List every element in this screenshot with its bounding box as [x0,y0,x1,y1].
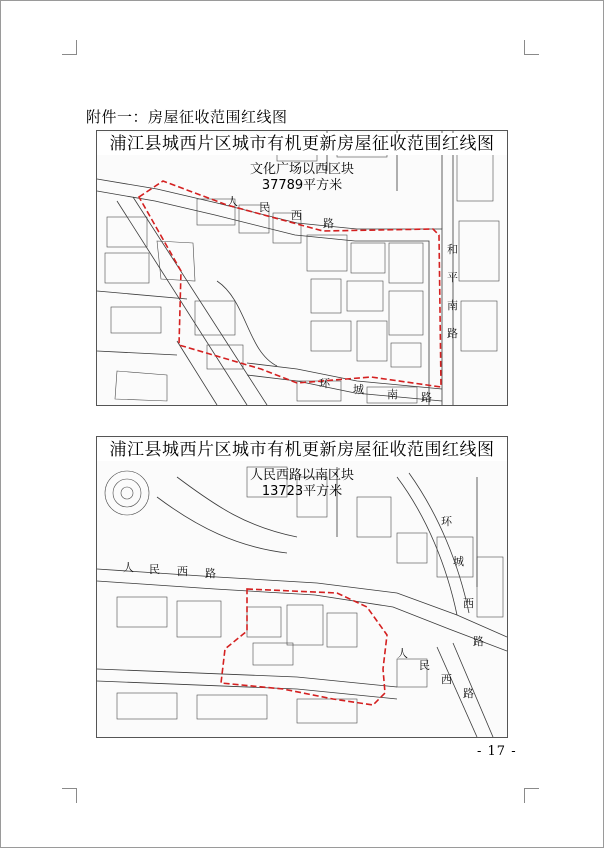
map-1-road-char: 西 [291,209,302,222]
map-1-block-name: 文化广场以西区块 [249,162,354,177]
map-2-road-char: 环 [441,515,452,528]
map-2-road-char: 路 [205,567,216,580]
map-1-road-char: 路 [447,327,458,340]
page-number: - 17 - [477,744,517,759]
crop-mark-bottom-left [62,788,77,803]
crop-mark-top-right [524,40,539,55]
map-2-road-char: 人 [123,561,134,574]
map-1-road-char: 环 [319,377,330,390]
map-1-road-char: 南 [387,388,398,401]
map-2-road-char: 西 [463,597,474,610]
map-1-area: 37789平方米 [261,178,343,193]
map-1-road-char: 人 [227,195,238,208]
map-panel-1 [96,130,508,406]
map-2-area: 13723平方米 [261,484,343,499]
map-2-road-char: 西 [177,565,188,578]
map-2-road-char: 西 [441,673,452,686]
map-1-road-char: 路 [323,217,334,230]
map-1-road-char: 路 [421,391,432,404]
map-1-road-char: 和 [447,243,458,256]
boundary-line-1 [139,181,441,387]
attachment-heading: 附件一：房屋征收范围红线图 [86,108,288,126]
crop-mark-top-left [62,40,77,55]
map-1-road-char: 城 [353,383,364,396]
boundary-line-2 [221,589,387,705]
map-2-title: 浦江县城西片区城市有机更新房屋征收范围红线图 [97,439,507,461]
map-1-road-char: 民 [259,201,270,214]
map-1-title: 浦江县城西片区城市有机更新房屋征收范围红线图 [97,133,507,155]
map-2-road-char: 人 [397,647,408,660]
map-panel-2 [96,436,508,738]
map-2-block-name: 人民西路以南区块 [249,468,354,483]
map-2-road-char: 路 [473,635,484,648]
map-2-road-char: 民 [149,563,160,576]
map-2-road-char: 路 [463,687,474,700]
map-1-road-char: 南 [447,299,458,312]
map-1-road-char: 平 [447,271,458,284]
map-2-road-char: 民 [419,659,430,672]
map-2-road-char: 城 [453,555,464,568]
crop-mark-bottom-right [524,788,539,803]
